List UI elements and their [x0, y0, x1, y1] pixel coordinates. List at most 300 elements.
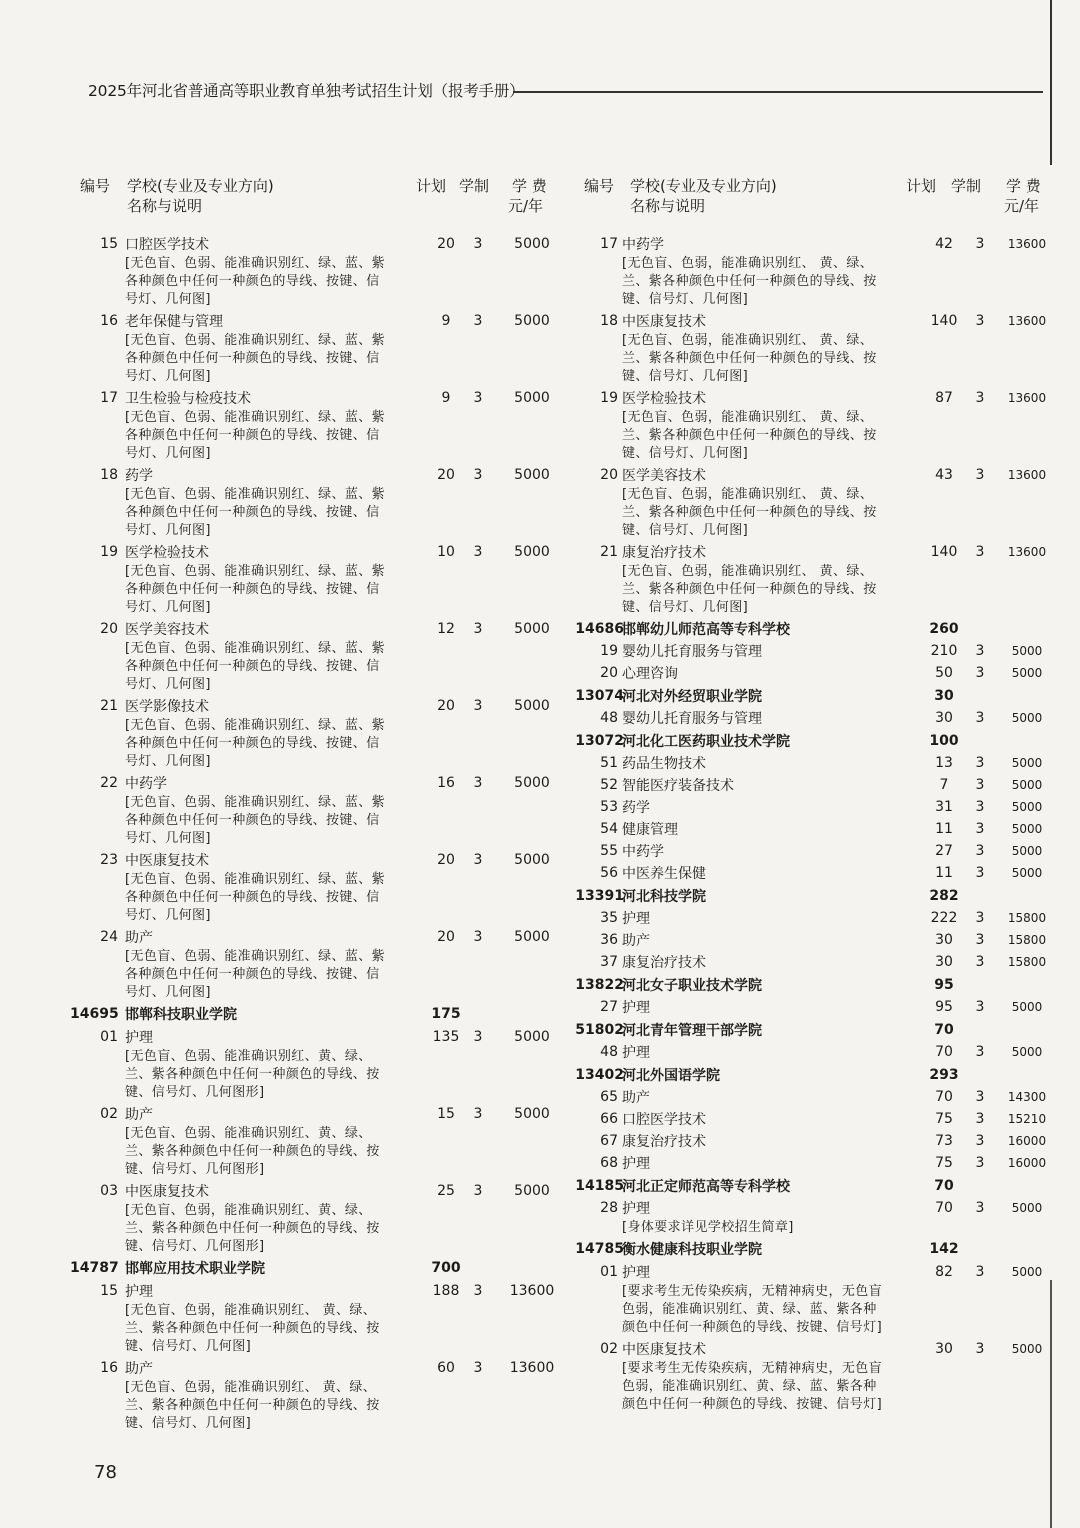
- tuition-fee: 5000: [1011, 1000, 1043, 1014]
- program-note: [无色盲、色弱、能准确识别红、绿、蓝、紫 各种颜色中任何一种颜色的导线、按键、信 号灯、几何图]: [125, 949, 386, 1000]
- school-name: 河北正定师范高等专科学校: [622, 1178, 790, 1195]
- program-code: 35: [600, 910, 618, 926]
- program-code: 19: [600, 643, 618, 659]
- school-name: 河北科技学院: [622, 888, 706, 905]
- plan-count: 210: [930, 643, 958, 659]
- duration-years: 3: [975, 932, 985, 948]
- header-rule: [513, 91, 1043, 93]
- program-code: 15: [100, 235, 118, 252]
- tuition-fee: 5000: [1011, 778, 1043, 792]
- program-name: 医学美容技术: [125, 621, 209, 638]
- program-row: [70, 386, 570, 463]
- program-code: 17: [100, 389, 118, 406]
- tuition-fee: 13600: [509, 1282, 555, 1299]
- program-note: [无色盲、色弱、能准确识别红、绿、蓝、紫 各种颜色中任何一种颜色的导线、按键、信 号灯、几何图]: [125, 641, 386, 692]
- row-main-line: [70, 1256, 570, 1279]
- plan-count: 30: [935, 1340, 953, 1357]
- plan-count: 60: [437, 1359, 455, 1376]
- plan-count: 100: [929, 732, 959, 749]
- program-name: 护理: [622, 1201, 650, 1217]
- program-row: [70, 771, 570, 848]
- row-main-line: [574, 1018, 1050, 1041]
- plan-count: 82: [935, 1263, 953, 1280]
- col-header-code: 编号: [584, 177, 615, 195]
- program-code: 54: [600, 821, 618, 837]
- duration-years: 3: [975, 799, 985, 815]
- tuition-fee: 5000: [514, 466, 550, 483]
- program-code: 01: [100, 1028, 118, 1045]
- duration-years: 3: [975, 1155, 985, 1171]
- program-note: [无色盲、色弱、能准确识别红、绿、蓝、紫 各种颜色中任何一种颜色的导线、按键、信 号灯、几何图]: [125, 487, 386, 538]
- plan-count: 95: [934, 976, 954, 993]
- plan-count: 70: [934, 1177, 954, 1194]
- plan-count: 20: [437, 235, 455, 252]
- plan-count: 700: [431, 1259, 461, 1276]
- col-header-fee-unit: 元/年: [508, 197, 544, 215]
- page-number: 78: [94, 1462, 117, 1483]
- program-row: [70, 848, 570, 925]
- program-row: [574, 774, 1050, 796]
- school-code: 14695: [70, 1005, 119, 1022]
- plan-count: 75: [935, 1111, 953, 1127]
- school-code: 14787: [70, 1259, 119, 1276]
- row-main-line: [574, 1260, 1050, 1283]
- plan-count: 282: [929, 887, 959, 904]
- row-main-line: [70, 1002, 570, 1025]
- program-name: 康复治疗技术: [622, 955, 706, 971]
- tuition-fee: 5000: [1011, 1341, 1043, 1356]
- row-main-line: [574, 884, 1050, 907]
- plan-count: 293: [929, 1066, 959, 1083]
- program-row: [70, 232, 570, 309]
- school-name: 河北青年管理干部学院: [622, 1022, 762, 1039]
- duration-years: 3: [975, 1133, 985, 1149]
- duration-years: 3: [473, 1105, 483, 1122]
- program-code: 52: [600, 777, 618, 793]
- program-note: [无色盲、色弱、能准确识别红、绿、蓝、紫 各种颜色中任何一种颜色的导线、按键、信 号灯、几何图]: [125, 333, 386, 384]
- program-row: [70, 540, 570, 617]
- duration-years: 3: [975, 954, 985, 970]
- row-main-line: [574, 729, 1050, 752]
- program-name: 药学: [125, 467, 153, 484]
- program-row: [574, 752, 1050, 774]
- program-row: [574, 818, 1050, 840]
- tuition-fee: 13600: [1007, 390, 1047, 405]
- row-main-line: [574, 662, 1050, 684]
- program-row: [574, 1086, 1050, 1108]
- program-row: [70, 925, 570, 1002]
- program-code: 36: [600, 932, 618, 948]
- program-note: [无色盲、色弱、能准确识别红、绿、蓝、紫 各种颜色中任何一种颜色的导线、按键、信 号灯、几何图]: [125, 872, 386, 923]
- program-code: 27: [600, 999, 618, 1015]
- col-header-school-sub: 名称与说明: [127, 197, 203, 215]
- program-code: 48: [600, 710, 618, 726]
- tuition-fee: 15800: [1007, 911, 1047, 925]
- program-row: [574, 1337, 1050, 1414]
- tuition-fee: 5000: [1011, 866, 1043, 880]
- duration-years: 3: [975, 999, 985, 1015]
- program-name: 卫生检验与检疫技术: [125, 390, 251, 407]
- program-note: [无色盲、色弱、能准确识别红、绿、蓝、紫 各种颜色中任何一种颜色的导线、按键、信 号灯、几何图]: [125, 256, 386, 307]
- program-code: 20: [100, 620, 118, 637]
- col-header-plan: 计划: [416, 177, 447, 195]
- plan-count: 30: [935, 932, 953, 948]
- program-code: 15: [100, 1282, 118, 1299]
- program-row: [574, 907, 1050, 929]
- row-main-line: [70, 771, 570, 794]
- tuition-fee: 5000: [514, 312, 550, 329]
- row-main-line: [574, 840, 1050, 862]
- duration-years: 3: [473, 620, 483, 637]
- plan-count: 30: [935, 954, 953, 970]
- program-name: 医学检验技术: [125, 544, 209, 561]
- duration-years: 3: [473, 466, 483, 483]
- plan-count: 20: [437, 697, 455, 714]
- program-note: [身体要求详见学校招生简章]: [622, 1220, 794, 1235]
- col-header-duration: 学制: [459, 177, 490, 195]
- school-name: 河北化工医药职业技术学院: [622, 733, 790, 750]
- tuition-fee: 5000: [514, 774, 550, 791]
- program-row: [574, 996, 1050, 1018]
- plan-count: 70: [934, 1021, 954, 1038]
- tuition-fee: 5000: [1011, 822, 1043, 836]
- school-code: 14185: [575, 1177, 624, 1194]
- row-main-line: [574, 1237, 1050, 1260]
- plan-count: 95: [935, 999, 953, 1015]
- tuition-fee: 15800: [1007, 933, 1047, 947]
- tuition-fee: 5000: [514, 928, 550, 945]
- row-main-line: [70, 617, 570, 640]
- program-note: [无色盲、色弱、能准确识别红、黄、绿、 兰、紫各种颜色中任何一种颜色的导线、按 键、信号灯、几何图形]: [125, 1126, 380, 1177]
- col-header-plan: 计划: [906, 177, 937, 195]
- tuition-fee: 5000: [514, 543, 550, 560]
- program-name: 中医康复技术: [622, 313, 706, 330]
- col-header-duration: 学制: [951, 177, 982, 195]
- school-row: [70, 1002, 570, 1025]
- school-name: 河北外国语学院: [622, 1067, 720, 1084]
- duration-years: 3: [975, 1340, 985, 1357]
- school-code: 13391: [575, 887, 624, 904]
- row-main-line: [70, 925, 570, 948]
- program-note: [无色盲、色弱，能准确识别红、黄、绿、 兰、紫各种颜色中任何一种颜色的导线、按 键、信号灯、几何图形]: [125, 1203, 380, 1254]
- program-row: [70, 309, 570, 386]
- program-name: 护理: [622, 1264, 650, 1281]
- duration-years: 3: [975, 543, 985, 560]
- program-row: [574, 232, 1050, 309]
- program-name: 护理: [622, 911, 650, 927]
- plan-count: 140: [930, 543, 958, 560]
- program-note: [无色盲、色弱、能准确识别红、黄、绿、 兰、紫各种颜色中任何一种颜色的导线、按 键、信号灯、几何图形]: [125, 1049, 380, 1100]
- program-name: 护理: [125, 1029, 153, 1046]
- program-row: [70, 1356, 570, 1433]
- col-header-fee: 学 费: [512, 177, 547, 195]
- duration-years: 3: [473, 235, 483, 252]
- program-row: [70, 1102, 570, 1179]
- tuition-fee: 5000: [514, 1028, 550, 1045]
- duration-years: 3: [473, 697, 483, 714]
- row-main-line: [70, 540, 570, 563]
- tuition-fee: 5000: [1011, 844, 1043, 858]
- program-code: 21: [600, 543, 618, 560]
- tuition-fee: 13600: [1007, 544, 1047, 559]
- school-row: [574, 1063, 1050, 1086]
- program-code: 68: [600, 1155, 618, 1171]
- program-name: 口腔医学技术: [125, 236, 209, 253]
- program-name: 中医康复技术: [125, 852, 209, 869]
- program-code: 18: [600, 312, 618, 329]
- col-header-fee: 学 费: [1006, 177, 1041, 195]
- plan-count: 140: [930, 312, 958, 329]
- duration-years: 3: [975, 1200, 985, 1216]
- program-row: [574, 1108, 1050, 1130]
- plan-count: 20: [437, 466, 455, 483]
- program-name: 护理: [622, 1156, 650, 1172]
- plan-count: 16: [437, 774, 455, 791]
- tuition-fee: 13600: [509, 1359, 555, 1376]
- row-main-line: [574, 796, 1050, 818]
- school-row: [574, 1237, 1050, 1260]
- duration-years: 3: [975, 710, 985, 726]
- table-header: [70, 176, 570, 232]
- plan-count: 13: [935, 755, 953, 771]
- tuition-fee: 5000: [514, 1182, 550, 1199]
- program-note: [无色盲、色弱，能准确识别红、 黄、绿、 兰、紫各种颜色中任何一种颜色的导线、按 键、信号灯、几何图]: [622, 333, 877, 384]
- program-name: 康复治疗技术: [622, 544, 706, 561]
- school-name: 河北女子职业技术学院: [622, 977, 762, 994]
- plan-count: 11: [935, 821, 953, 837]
- row-main-line: [70, 694, 570, 717]
- duration-years: 3: [473, 851, 483, 868]
- program-note: [无色盲、色弱，能准确识别红、 黄、绿、 兰、紫各种颜色中任何一种颜色的导线、按 键、信号灯、几何图]: [125, 1303, 380, 1354]
- tuition-fee: 5000: [1011, 1201, 1043, 1215]
- row-main-line: [574, 1197, 1050, 1219]
- program-code: 17: [600, 235, 618, 252]
- program-row: [574, 1197, 1050, 1237]
- program-name: 医学影像技术: [125, 698, 209, 715]
- program-note: [无色盲、色弱、能准确识别红、绿、蓝、紫 各种颜色中任何一种颜色的导线、按键、信 号灯、几何图]: [125, 795, 386, 846]
- row-main-line: [574, 640, 1050, 662]
- running-header: [88, 79, 1043, 101]
- program-code: 02: [100, 1105, 118, 1122]
- program-row: [574, 1041, 1050, 1063]
- program-row: [574, 840, 1050, 862]
- tuition-fee: 5000: [1011, 644, 1043, 658]
- program-row: [574, 1152, 1050, 1174]
- program-code: 48: [600, 1044, 618, 1060]
- row-main-line: [70, 463, 570, 486]
- program-name: 护理: [622, 1000, 650, 1016]
- program-name: 护理: [125, 1283, 153, 1300]
- program-row: [574, 951, 1050, 973]
- program-name: 心理咨询: [622, 666, 678, 682]
- program-note: [无色盲、色弱，能准确识别红、 黄、绿、 兰、紫各种颜色中任何一种颜色的导线、按 键、信号灯、几何图]: [622, 410, 877, 461]
- school-name: 邯郸应用技术职业学院: [125, 1260, 265, 1277]
- plan-count: 70: [935, 1044, 953, 1060]
- program-row: [574, 862, 1050, 884]
- row-main-line: [70, 1356, 570, 1379]
- program-row: [70, 1279, 570, 1356]
- program-code: 20: [600, 466, 618, 483]
- school-name: 衡水健康科技职业学院: [622, 1241, 762, 1258]
- program-row: [70, 694, 570, 771]
- plan-count: 222: [930, 910, 958, 926]
- row-main-line: [574, 232, 1050, 255]
- duration-years: 3: [975, 777, 985, 793]
- col-header-school: 学校(专业及专业方向): [127, 177, 274, 195]
- plan-count: 70: [935, 1200, 953, 1216]
- program-row: [574, 309, 1050, 386]
- program-code: 28: [600, 1200, 618, 1216]
- program-name: 医学检验技术: [622, 390, 706, 407]
- plan-count: 42: [935, 235, 953, 252]
- program-name: 中医养生保健: [622, 866, 706, 882]
- duration-years: 3: [975, 235, 985, 252]
- program-row: [574, 540, 1050, 617]
- program-code: 19: [100, 543, 118, 560]
- program-row: [70, 617, 570, 694]
- row-main-line: [70, 848, 570, 871]
- school-name: 邯郸科技职业学院: [125, 1006, 237, 1023]
- right-column: [574, 176, 1050, 1414]
- program-name: 婴幼儿托育服务与管理: [622, 711, 762, 727]
- duration-years: 3: [975, 312, 985, 329]
- duration-years: 3: [473, 1028, 483, 1045]
- right-rows: [574, 232, 1050, 1414]
- program-row: [574, 1130, 1050, 1152]
- program-row: [70, 463, 570, 540]
- row-main-line: [574, 1063, 1050, 1086]
- program-name: 助产: [125, 1360, 153, 1377]
- school-code: 13072: [575, 732, 624, 749]
- plan-count: 25: [437, 1182, 455, 1199]
- plan-count: 10: [437, 543, 455, 560]
- duration-years: 3: [975, 1263, 985, 1280]
- program-name: 助产: [125, 929, 153, 946]
- left-column: [70, 176, 570, 1433]
- program-code: 20: [600, 665, 618, 681]
- program-row: [574, 386, 1050, 463]
- row-main-line: [574, 774, 1050, 796]
- plan-count: 30: [935, 710, 953, 726]
- tuition-fee: 5000: [1011, 756, 1043, 770]
- program-row: [574, 463, 1050, 540]
- row-main-line: [574, 309, 1050, 332]
- tuition-fee: 5000: [514, 697, 550, 714]
- plan-count: 70: [935, 1089, 953, 1105]
- row-main-line: [574, 1086, 1050, 1108]
- plan-count: 43: [935, 466, 953, 483]
- tuition-fee: 5000: [514, 1105, 550, 1122]
- program-name: 中药学: [125, 775, 167, 792]
- program-note: [无色盲、色弱、能准确识别红、绿、蓝、紫 各种颜色中任何一种颜色的导线、按键、信 号灯、几何图]: [125, 410, 386, 461]
- program-name: 中药学: [622, 844, 664, 860]
- program-code: 16: [100, 1359, 118, 1376]
- program-name: 护理: [622, 1045, 650, 1061]
- duration-years: 3: [975, 865, 985, 881]
- program-code: 53: [600, 799, 618, 815]
- program-row: [574, 929, 1050, 951]
- program-name: 婴幼儿托育服务与管理: [622, 644, 762, 660]
- duration-years: 3: [473, 1282, 483, 1299]
- program-name: 医学美容技术: [622, 467, 706, 484]
- school-row: [574, 617, 1050, 640]
- plan-count: 7: [939, 777, 949, 793]
- row-main-line: [70, 1025, 570, 1048]
- program-name: 健康管理: [622, 822, 678, 838]
- program-note: [无色盲、色弱、能准确识别红、绿、蓝、紫 各种颜色中任何一种颜色的导线、按键、信 号灯、几何图]: [125, 718, 386, 769]
- row-main-line: [574, 973, 1050, 996]
- program-code: 51: [600, 755, 618, 771]
- program-note: [无色盲、色弱，能准确识别红、 黄、绿、 兰、紫各种颜色中任何一种颜色的导线、按 键、信号灯、几何图]: [125, 1380, 380, 1431]
- plan-count: 9: [441, 312, 451, 329]
- tuition-fee: 5000: [514, 235, 550, 252]
- tuition-fee: 14300: [1007, 1090, 1047, 1104]
- tuition-fee: 13600: [1007, 313, 1047, 328]
- school-name: 邯郸幼儿师范高等专科学校: [622, 621, 790, 638]
- program-row: [70, 1025, 570, 1102]
- row-main-line: [574, 617, 1050, 640]
- row-main-line: [574, 907, 1050, 929]
- school-code: 13402: [575, 1066, 624, 1083]
- program-code: 21: [100, 697, 118, 714]
- tuition-fee: 5000: [1011, 1264, 1043, 1279]
- row-main-line: [70, 1102, 570, 1125]
- program-name: 药品生物技术: [622, 756, 706, 772]
- duration-years: 3: [473, 312, 483, 329]
- plan-count: 75: [935, 1155, 953, 1171]
- school-row: [70, 1256, 570, 1279]
- row-main-line: [574, 951, 1050, 973]
- tuition-fee: 5000: [1011, 711, 1043, 725]
- program-code: 01: [600, 1263, 618, 1280]
- program-name: 中医康复技术: [622, 1341, 706, 1358]
- school-code: 14686: [575, 620, 624, 637]
- running-header-title: 2025年河北省普通高等职业教育单独考试招生计划（报考手册）: [88, 82, 525, 100]
- program-code: 22: [100, 774, 118, 791]
- school-code: 51802: [575, 1021, 624, 1038]
- school-code: 14785: [575, 1240, 624, 1257]
- tuition-fee: 13600: [1007, 467, 1047, 482]
- row-main-line: [574, 1041, 1050, 1063]
- row-main-line: [574, 1174, 1050, 1197]
- program-code: 18: [100, 466, 118, 483]
- plan-count: 30: [934, 687, 954, 704]
- row-main-line: [70, 1179, 570, 1202]
- row-main-line: [70, 232, 570, 255]
- school-row: [574, 884, 1050, 907]
- program-row: [574, 707, 1050, 729]
- row-main-line: [574, 862, 1050, 884]
- tuition-fee: 5000: [1011, 666, 1043, 680]
- plan-count: 50: [935, 665, 953, 681]
- duration-years: 3: [975, 665, 985, 681]
- program-row: [574, 662, 1050, 684]
- program-code: 02: [600, 1340, 618, 1357]
- program-code: 23: [100, 851, 118, 868]
- program-code: 19: [600, 389, 618, 406]
- program-code: 56: [600, 865, 618, 881]
- program-code: 37: [600, 954, 618, 970]
- duration-years: 3: [473, 1182, 483, 1199]
- duration-years: 3: [975, 1111, 985, 1127]
- duration-years: 3: [975, 1089, 985, 1105]
- row-main-line: [70, 309, 570, 332]
- school-row: [574, 973, 1050, 996]
- tuition-fee: 16000: [1007, 1134, 1047, 1148]
- row-main-line: [574, 752, 1050, 774]
- program-note: [要求考生无传染疾病，无精神病史，无色盲 色弱，能准确识别红、黄、绿、蓝、紫各种 颜色中任何一种颜色的导线、按键、信号灯]: [622, 1284, 883, 1335]
- duration-years: 3: [975, 1044, 985, 1060]
